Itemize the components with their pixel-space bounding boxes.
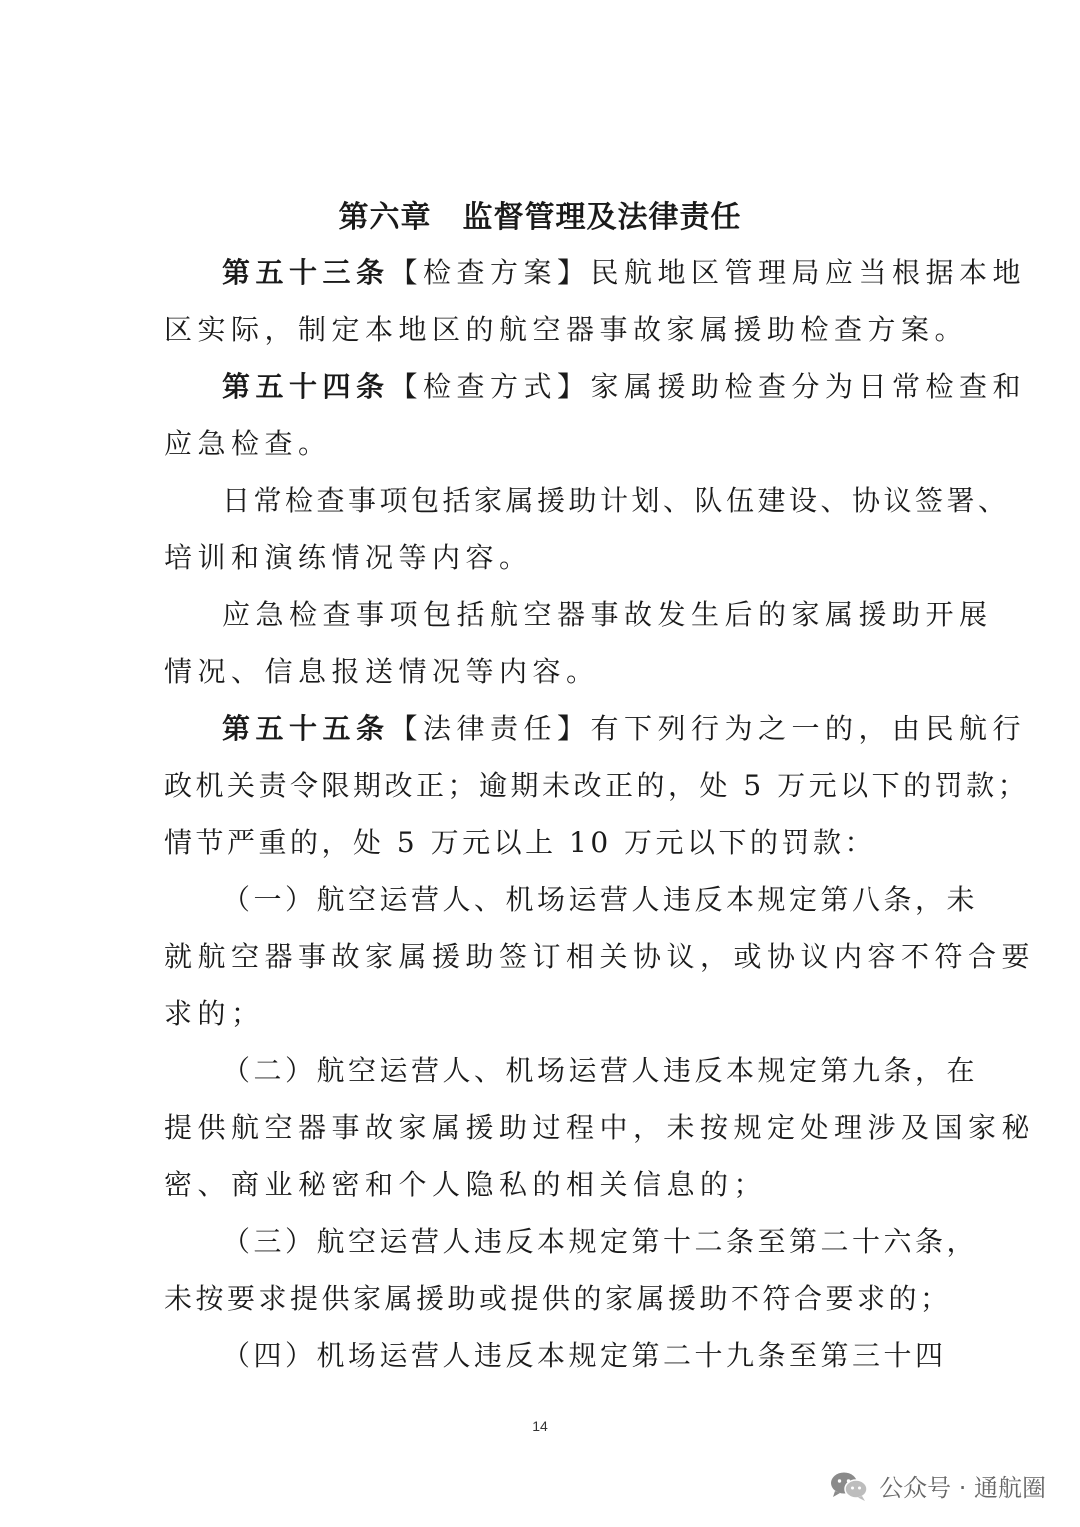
article-54-para-2-line-2: 培训和演练情况等内容。 — [164, 541, 533, 574]
article-54-para-2-line-1: 日常检查事项包括家属援助计划、队伍建设、协议签署、 — [222, 484, 1010, 517]
wechat-icon — [829, 1470, 869, 1502]
article-55-item-3-line-2: 未按要求提供家属援助或提供的家属援助不符合要求的； — [164, 1282, 952, 1315]
article-55-item-2-line-1: （二）航空运营人、机场运营人违反本规定第九条，在 — [222, 1054, 979, 1087]
article-54-line-1 — [222, 367, 1027, 407]
watermark — [829, 1468, 1046, 1503]
article-54-text: 【检查方式】家属援助检查分为日常检查和 — [389, 370, 1027, 403]
article-54-line-2: 应急检查。 — [164, 427, 332, 460]
article-55-line-2: 政机关责令限期改正；逾期未改正的，处 5 万元以下的罚款； — [164, 769, 1030, 802]
article-54-para-3-line-1: 应急检查事项包括航空器事故发生后的家属援助开展 — [222, 598, 993, 631]
page-number: 14 — [532, 1418, 548, 1434]
article-55-item-3-line-1: （三）航空运营人违反本规定第十二条至第二十六条， — [222, 1225, 979, 1258]
article-55-item-1-line-3: 求的； — [164, 997, 265, 1030]
watermark-text: 公众号 · 通航圈 — [879, 1474, 1046, 1502]
article-55-line-3: 情节严重的，处 5 万元以上 10 万元以下的罚款： — [164, 826, 877, 859]
article-55-text: 【法律责任】有下列行为之一的，由民航行 — [389, 712, 1027, 745]
article-54-para-3-line-2: 情况、信息报送情况等内容。 — [164, 655, 600, 688]
article-53-heading: 第五十三条 — [222, 256, 390, 289]
article-53-line-2: 区实际，制定本地区的航空器事故家属援助检查方案。 — [164, 313, 969, 346]
article-55-item-1-line-2: 就航空器事故家属援助签订相关协议，或协议内容不符合要 — [164, 940, 1036, 973]
article-55-item-2-line-2: 提供航空器事故家属援助过程中，未按规定处理涉及国家秘 — [164, 1111, 1036, 1144]
article-53-line-1 — [222, 253, 1027, 293]
article-53-text: 【检查方案】民航地区管理局应当根据本地 — [389, 256, 1027, 289]
article-55-item-1-line-1: （一）航空运营人、机场运营人违反本规定第八条，未 — [222, 883, 979, 916]
article-55-heading: 第五十五条 — [222, 712, 390, 745]
article-55-item-4-line-1: （四）机场运营人违反本规定第二十九条至第三十四 — [222, 1339, 947, 1372]
article-55-line-1 — [222, 709, 1027, 749]
article-54-heading: 第五十四条 — [222, 370, 390, 403]
chapter-title: 第六章 监督管理及法律责任 — [338, 200, 742, 235]
article-55-item-2-line-3: 密、商业秘密和个人隐私的相关信息的； — [164, 1168, 768, 1201]
